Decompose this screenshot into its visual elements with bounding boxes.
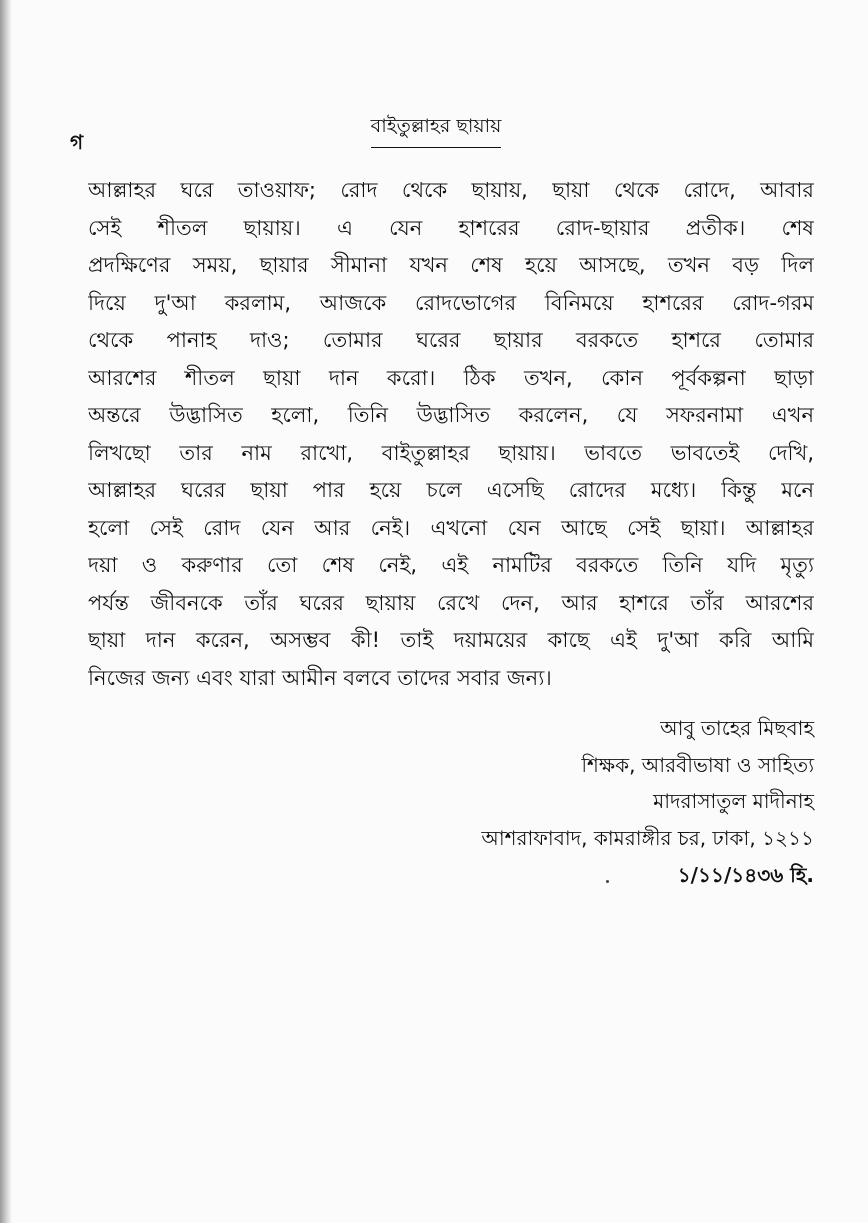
body-line: ছায়া দান করেন, অসম্ভব কী! তাই দয়াময়ের কাছে এই দু'আ করি আমি [88,628,814,652]
running-head [0,112,868,148]
body-line: আরশের শীতল ছায়া দান করো। ঠিক তখন, কোন পূর্বকল্পনা ছাড়া [88,365,814,390]
body-line: আল্লাহর ঘরের ছায়া পার হয়ে চলে এসেছি রোদের মধ্যে। কিন্তু মনে [88,478,814,502]
body-line: লিখছো তার নাম রাখো, বাইতুল্লাহর ছায়ায়। ভাবতে ভাবতেই দেখি, [88,440,814,465]
author-institution: মাদরাসাতুল মাদীনাহ [653,789,814,814]
signature-date: ১/১১/১৪৩৬ হি. [677,862,814,887]
print-speck [606,880,609,883]
body-line: দয়া ও করুণার তো শেষ নেই, এই নামটির বরকতে তিনি যদি মৃত্যু [88,553,814,577]
body-line: হলো সেই রোদ যেন আর নেই। এখনো যেন আছে সেই ছায়া। আল্লাহর [88,515,814,540]
body-line: অন্তরে উদ্ভাসিত হলো, তিনি উদ্ভাসিত করলেন, যে সফরনামা এখন [88,403,814,427]
running-head-title: বাইতুল্লাহর ছায়ায় [371,112,502,148]
body-line: নিজের জন্য এবং যারা আমীন বলবে তাদের সবার জন্য। [88,665,552,690]
author-name: আবু তাহের মিছবাহ [660,716,814,740]
author-title: শিক্ষক, আরবীভাষা ও সাহিত্য [581,752,814,777]
body-paragraph [88,172,814,697]
body-line: সেই শীতল ছায়ায়। এ যেন হাশরের রোদ-ছায়ার প্রতীক। শেষ [88,215,814,240]
body-line: থেকে পানাহ দাও; তোমার ঘরের ছায়ার বরকতে হাশরে তোমার [88,328,814,352]
body-line: আল্লাহর ঘরে তাওয়াফ; রোদ থেকে ছায়ায়, ছায়া থেকে রোদে, আবার [88,178,814,202]
body-line: দিয়ে দু'আ করলাম, আজকে রোদভোগের বিনিময়ে হাশরের রোদ-গরম [88,290,814,315]
author-address: আশরাফাবাদ, কামরাঙ্গীর চর, ঢাকা, ১২১১ [481,826,814,851]
page-marker: গ [70,130,84,154]
page-gutter-shadow [0,0,12,1223]
body-line: প্রদক্ষিণের সময়, ছায়ার সীমানা যখন শেষ হয়ে আসছে, তখন বড় দিল [88,253,814,277]
body-line: পর্যন্ত জীবনকে তাঁর ঘরের ছায়ায় রেখে দেন, আর হাশরে তাঁর আরশের [88,590,814,615]
signature-block [481,710,814,894]
